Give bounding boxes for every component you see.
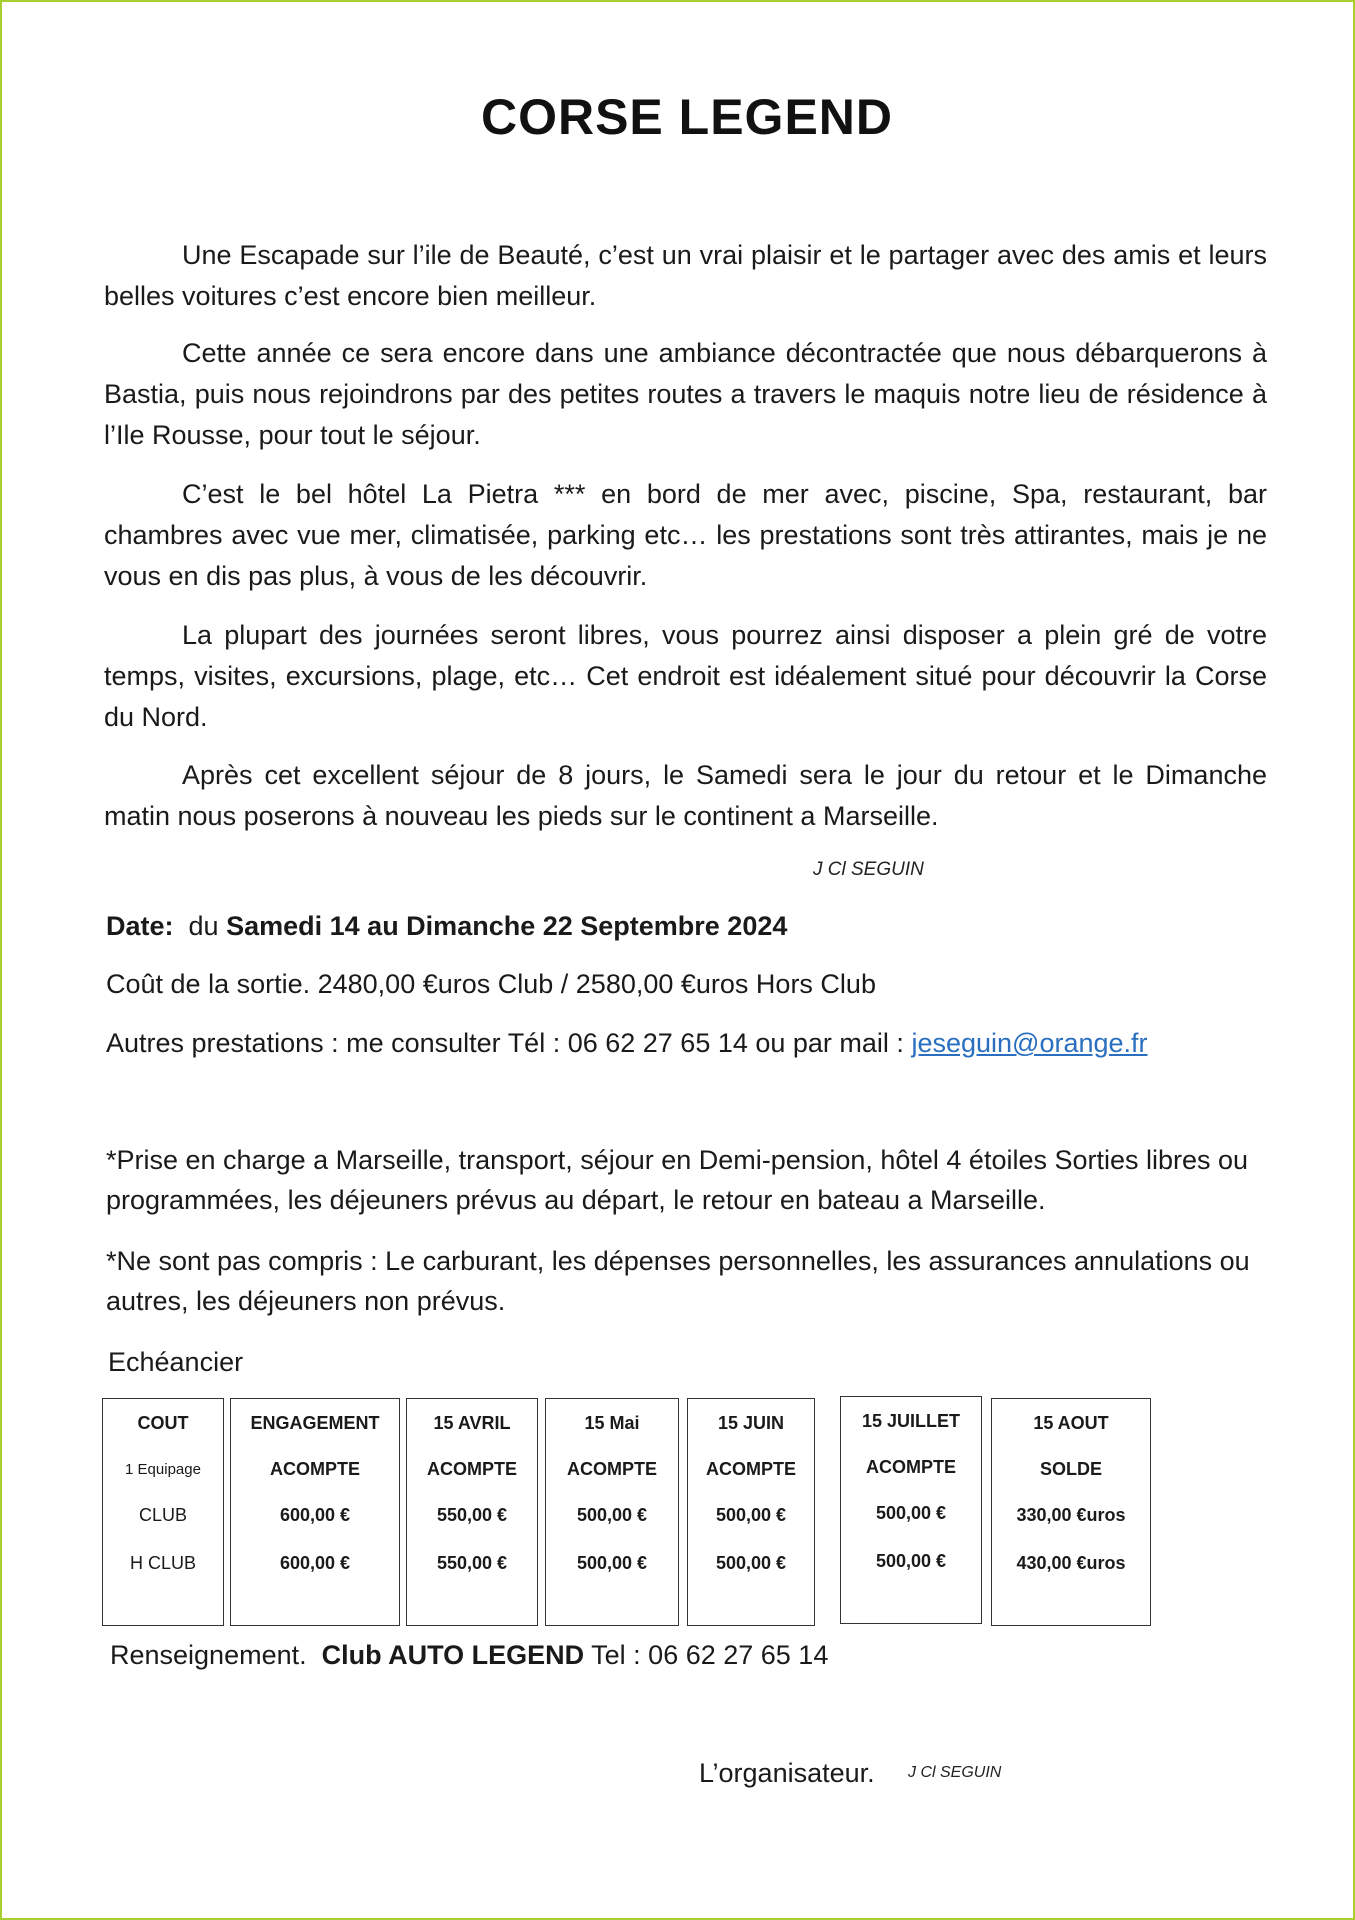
- schedule-column-july: [840, 1396, 982, 1624]
- schedule-header: 15 Mai: [584, 1413, 640, 1433]
- schedule-header: 15 AVRIL: [433, 1413, 511, 1433]
- schedule-cell: 500,00 €: [875, 1551, 947, 1571]
- schedule-cell: ACOMPTE: [567, 1459, 657, 1479]
- schedule-header: 15 JUILLET: [861, 1411, 961, 1431]
- paragraph-return: Après cet excellent séjour de 8 jours, le Samedi sera le jour du retour et le Dimanche matin nous poserons à nouveau les pieds sur le continent a Marseille.: [104, 760, 1267, 831]
- cost-line: Coût de la sortie. 2480,00 €uros Club / 2580,00 €uros Hors Club: [106, 969, 876, 999]
- author-signature: J Cl SEGUIN: [813, 859, 924, 880]
- included-services: *Prise en charge a Marseille, transport, séjour en Demi-pension, hôtel 4 étoiles Sorties libres ou programmées, les déjeuners prévus au départ, le retour en bateau a Marseille.: [106, 1145, 1249, 1215]
- schedule-cell: 550,00 €: [436, 1505, 508, 1525]
- paragraph-days: La plupart des journées seront libres, vous pourrez ainsi disposer a plein gré de votre temps, visites, excursions, plage, etc… Cet endroit est idéalement situé pour découvrir la Corse du Nord.: [104, 620, 1267, 732]
- schedule-cell: 500,00 €: [875, 1503, 947, 1523]
- schedule-cell: SOLDE: [1039, 1459, 1102, 1479]
- schedule-header: 15 AOUT: [1033, 1413, 1109, 1433]
- paragraph-intro: Une Escapade sur l’ile de Beauté, c’est un vrai plaisir et le partager avec des amis et leurs belles voitures c’est encore bien meilleur.: [104, 240, 1267, 311]
- schedule-header: 15 JUIN: [717, 1413, 785, 1433]
- schedule-column-april: [406, 1398, 538, 1626]
- organizer-label: L’organisateur.: [699, 1758, 875, 1788]
- schedule-cell: 600,00 €: [279, 1505, 351, 1525]
- contact-text: Autres prestations : me consulter Tél : 06 62 27 65 14 ou par mail :: [106, 1028, 912, 1058]
- schedule-cell: 330,00 €uros: [1016, 1505, 1126, 1525]
- schedule-cell: 430,00 €uros: [1016, 1553, 1126, 1573]
- schedule-cell: ACOMPTE: [270, 1459, 360, 1479]
- schedule-title: Echéancier: [108, 1347, 244, 1377]
- date-line: [106, 908, 787, 944]
- organizer-signature: J Cl SEGUIN: [908, 1764, 1002, 1781]
- excluded-services: *Ne sont pas compris : Le carburant, les dépenses personnelles, les assurances annulations ou autres, les déjeuners non prévus.: [106, 1246, 1250, 1316]
- schedule-cell: 600,00 €: [279, 1553, 351, 1573]
- club-phone: Tel : 06 62 27 65 14: [591, 1640, 829, 1670]
- schedule-column-june: [687, 1398, 815, 1626]
- email-link[interactable]: jeseguin@orange.fr: [911, 1028, 1148, 1058]
- schedule-cell: 500,00 €: [715, 1553, 787, 1573]
- schedule-cell: 500,00 €: [576, 1553, 648, 1573]
- schedule-header: COUT: [137, 1413, 189, 1433]
- schedule-cell: 500,00 €: [576, 1505, 648, 1525]
- contact-line: [106, 1025, 1148, 1061]
- date-value: Samedi 14 au Dimanche 22 Septembre 2024: [226, 911, 788, 941]
- schedule-cell: CLUB: [138, 1505, 187, 1525]
- schedule-cell: ACOMPTE: [866, 1457, 956, 1477]
- schedule-column-engagement: [230, 1398, 400, 1626]
- club-name: Club AUTO LEGEND: [321, 1640, 585, 1670]
- schedule-column-august: [991, 1398, 1151, 1626]
- date-label: Date:: [106, 911, 174, 941]
- schedule-column-may: [545, 1398, 679, 1626]
- schedule-cell: ACOMPTE: [706, 1459, 796, 1479]
- schedule-column-cost: [102, 1398, 224, 1626]
- schedule-cell: 550,00 €: [436, 1553, 508, 1573]
- info-line: [110, 1637, 828, 1673]
- schedule-cell: ACOMPTE: [427, 1459, 517, 1479]
- paragraph-arrival: Cette année ce sera encore dans une ambiance décontractée que nous débarquerons à Bastia, puis nous rejoindrons par des petites routes a travers le maquis notre lieu de résidence à l’Ile Rousse, pour tout le séjour.: [104, 338, 1267, 450]
- date-prefix: du: [188, 911, 219, 941]
- schedule-cell: 500,00 €: [715, 1505, 787, 1525]
- schedule-cell: 1 Equipage: [125, 1461, 201, 1478]
- paragraph-hotel: C’est le bel hôtel La Pietra *** en bord de mer avec, piscine, Spa, restaurant, bar chambres avec vue mer, climatisée, parking etc… les prestations sont très attirantes, mais je ne vous en dis pas plus, à vous de les découvrir.: [104, 479, 1267, 591]
- document-title: CORSE LEGEND: [480, 89, 894, 145]
- schedule-header: ENGAGEMENT: [250, 1413, 380, 1433]
- info-label: Renseignement.: [110, 1640, 307, 1670]
- schedule-cell: H CLUB: [129, 1553, 196, 1573]
